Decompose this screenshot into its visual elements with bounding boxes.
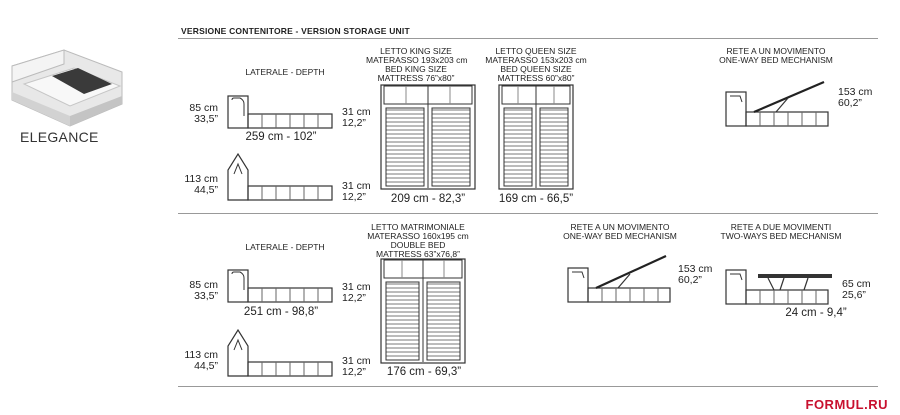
- mechanism-label: RETE A UN MOVIMENTO ONE-WAY BED MECHANISM: [563, 222, 677, 241]
- double-bed-plan: [380, 258, 466, 364]
- height-label: 113 cm 44,5”: [184, 349, 218, 372]
- queen-width-label: 169 cm - 66,5”: [498, 193, 574, 205]
- product-name: ELEGANCE: [20, 129, 99, 145]
- base-height-label: 31 cm 12,2”: [342, 180, 371, 203]
- length-label: 251 cm - 98,8”: [243, 306, 319, 318]
- bed-side-profile-tall: [226, 326, 334, 378]
- length-label: 259 cm - 102”: [245, 131, 317, 143]
- watermark: FORMUL.RU: [805, 397, 888, 412]
- double-width-label: 176 cm - 69,3”: [386, 366, 462, 378]
- mechanism-depth-label: 24 cm - 9,4”: [785, 307, 847, 319]
- height-label: 85 cm 33,5”: [189, 102, 218, 125]
- one-way-mechanism-diagram: [566, 252, 672, 304]
- bottom-rule: [178, 386, 878, 387]
- header-rule: [178, 38, 878, 39]
- two-way-mechanism-label: RETE A DUE MOVIMENTI TWO-WAYS BED MECHANISM: [720, 222, 842, 241]
- height-label: 113 cm 44,5”: [184, 173, 218, 196]
- two-way-mechanism-diagram: [724, 266, 834, 306]
- bed-side-profile: [226, 94, 334, 130]
- one-way-mechanism-diagram: [724, 78, 830, 128]
- king-bed-plan: [380, 84, 476, 190]
- mechanism-height-label: 153 cm 60,2”: [678, 263, 713, 286]
- section-title: VERSIONE CONTENITORE - VERSION STORAGE UNIT: [181, 26, 410, 36]
- mechanism-height-label: 65 cm 25,6”: [842, 278, 871, 301]
- bed-side-profile-tall: [226, 150, 334, 202]
- king-size-label: LETTO KING SIZE MATERASSO 193x203 cm BED KING SIZE MATTRESS 76”x80”: [366, 46, 468, 83]
- depth-label: LATERALE - DEPTH: [245, 67, 325, 77]
- double-bed-label: LETTO MATRIMONIALE MATERASSO 160x195 cm DOUBLE BED MATTRESS 63”x76,8”: [367, 222, 469, 259]
- base-height-label: 31 cm 12,2”: [342, 106, 371, 129]
- base-height-label: 31 cm 12,2”: [342, 355, 371, 378]
- queen-bed-plan: [498, 84, 574, 190]
- mechanism-height-label: 153 cm 60,2”: [838, 86, 873, 109]
- bed-photo: [4, 44, 132, 128]
- section-divider: [178, 213, 878, 214]
- mechanism-label: RETE A UN MOVIMENTO ONE-WAY BED MECHANISM: [719, 46, 833, 65]
- king-width-label: 209 cm - 82,3”: [390, 193, 466, 205]
- base-height-label: 31 cm 12,2”: [342, 281, 371, 304]
- height-label: 85 cm 33,5”: [189, 279, 218, 302]
- queen-size-label: LETTO QUEEN SIZE MATERASSO 153x203 cm BED QUEEN SIZE MATTRESS 60”x80”: [485, 46, 587, 83]
- bed-side-profile: [226, 268, 334, 304]
- depth-label: LATERALE - DEPTH: [245, 242, 325, 252]
